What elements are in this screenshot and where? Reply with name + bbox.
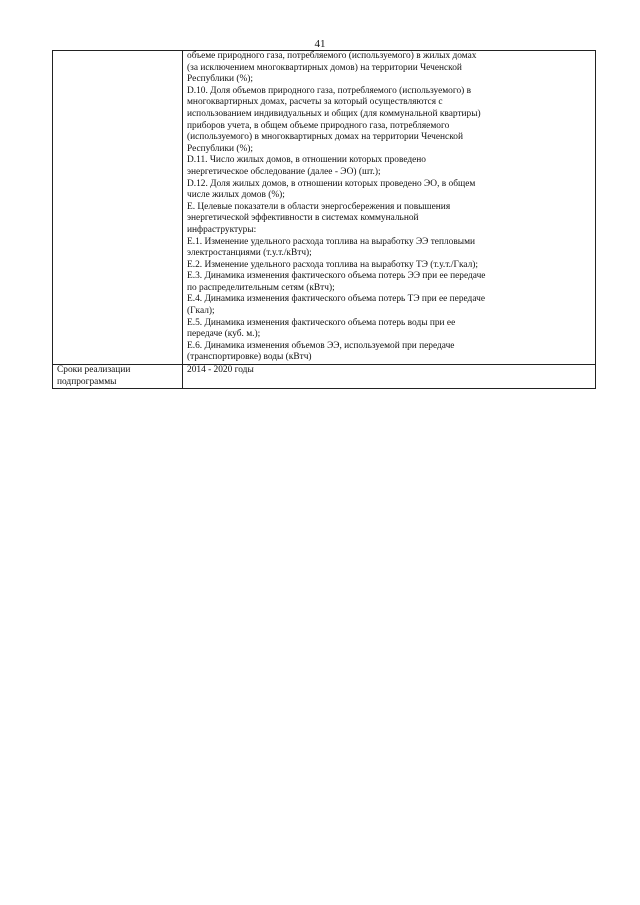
- table-row-timeline: [53, 365, 596, 389]
- text-line: Республики (%);: [187, 74, 254, 85]
- text-line: электростанциями (т.у.т./кВтч);: [187, 248, 312, 259]
- text-line: Республики (%);: [187, 143, 254, 154]
- page-number: 41: [314, 38, 326, 50]
- timeline-value-cell: [183, 365, 596, 389]
- text-line: числе жилых домов (%);: [187, 190, 285, 201]
- text-line: многоквартирных домах, расчеты за который осуществляются с: [187, 97, 443, 108]
- indicators-content-cell: [183, 51, 596, 365]
- text-line: энергетической эффективности в системах коммунальной: [187, 213, 419, 224]
- timeline-label-cell: [53, 365, 183, 389]
- indicator-e1: E.1. Изменение удельного расхода топлива на выработку ЭЭ тепловыми: [187, 236, 476, 247]
- indicator-e3: E.3. Динамика изменения фактического объема потерь ЭЭ при ее передаче: [187, 271, 486, 282]
- table-row-indicators: [53, 51, 596, 365]
- timeline-value: 2014 - 2020 годы: [187, 365, 254, 376]
- row-label-cell: [53, 51, 183, 365]
- text-line: по распределительным сетям (кВтч);: [187, 282, 335, 293]
- text-line: (за исключением многоквартирных домов) на территории Чеченской: [187, 62, 462, 73]
- text-line: приборов учета, в общем объеме природного газа, потребляемого: [187, 120, 450, 131]
- text-line: (используемого) в многоквартирных домах на территории Чеченской: [187, 132, 463, 143]
- passport-table: [52, 50, 596, 389]
- indicator-e4: E.4. Динамика изменения фактического объема потерь ТЭ при ее передаче: [187, 294, 485, 305]
- indicator-e2: E.2. Изменение удельного расхода топлива на выработку ТЭ (т.у.т./Гкал);: [187, 259, 479, 270]
- timeline-label: Сроки реализации: [57, 365, 131, 376]
- indicator-e6: E.6. Динамика изменения объемов ЭЭ, используемой при передаче: [187, 340, 455, 351]
- text-line: инфраструктуры:: [187, 224, 257, 235]
- section-e-heading: E. Целевые показатели в области энергосбережения и повышения: [187, 201, 451, 212]
- text-line: (Гкал);: [187, 306, 215, 317]
- indicator-e5: E.5. Динамика изменения фактического объема потерь воды при ее: [187, 317, 456, 328]
- text-line: использованием индивидуальных и общих (для коммунальной квартиры): [187, 108, 481, 119]
- text-line: энергетическое обследование (далее - ЭО) (шт.);: [187, 166, 381, 177]
- indicator-d11: D.11. Число жилых домов, в отношении которых проведено: [187, 155, 426, 166]
- text-line: объеме природного газа, потребляемого (используемого) в жилых домах: [187, 51, 477, 61]
- indicator-d12: D.12. Доля жилых домов, в отношении которых проведено ЭО, в общем: [187, 178, 476, 189]
- timeline-label: подпрограммы: [57, 376, 117, 387]
- text-line: передаче (куб. м.);: [187, 329, 261, 340]
- text-line: (транспортировке) воды (кВтч): [187, 352, 312, 363]
- indicator-d10: D.10. Доля объемов природного газа, потребляемого (используемого) в: [187, 85, 472, 96]
